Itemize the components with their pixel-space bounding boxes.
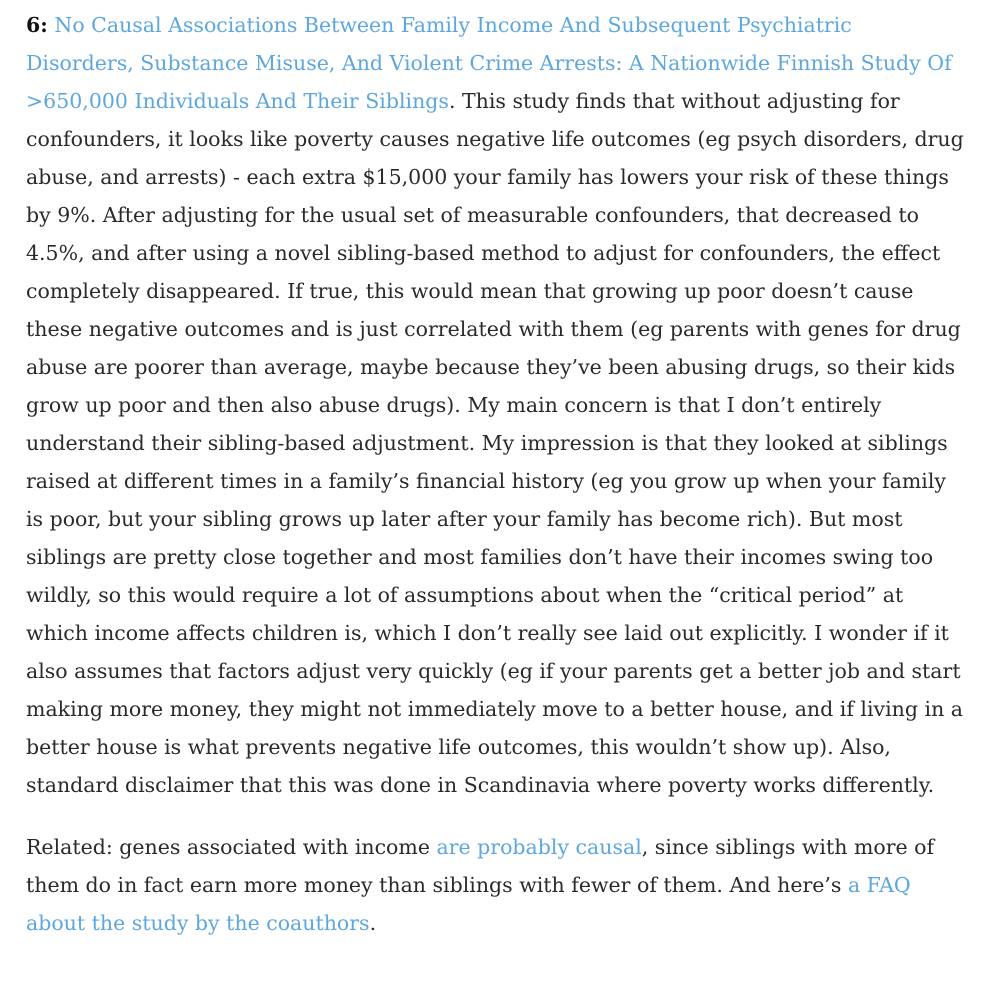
probably-causal-link[interactable]: are probably causal bbox=[436, 835, 642, 859]
item-paragraph bbox=[26, 6, 966, 804]
faq-link[interactable]: a FAQ about the study by the coauthors bbox=[26, 873, 911, 935]
related-text-1: Related: genes associated with income bbox=[26, 835, 437, 859]
item-body-text: . This study finds that without adjusting for confounders, it looks like poverty causes negative life outcomes (eg psych disorders, drug abuse, and arrests) - each extra $15,000 your family has lowers your risk of these things by 9%. After adjusting for the usual set of measurable confounders, that decreased to 4.5%, and after using a novel sibling-based method to adjust for confounders, the effect completely disappeared. If true, this would mean that growing up poor doesn’t cause these negative outcomes and is just correlated with them (eg parents with genes for drug abuse are poorer than average, maybe because they’ve been abusing drugs, so their kids grow up poor and then also abuse drugs). My main concern is that I don’t entirely understand their sibling-based adjustment. My impression is that they looked at siblings raised at different times in a family’s financial history (eg you grow up when your family is poor, but your sibling grows up later after your family has become rich). But most siblings are pretty close together and most families don’t have their incomes swing too wildly, so this would require a lot of assumptions about when the “critical period” at which income affects children is, which I don’t really see laid out explicitly. I wonder if it also assumes that factors adjust very quickly (eg if your parents get a better job and start making more money, they might not immediately move to a better house, and if living in a better house is what prevents negative life outcomes, this wouldn’t show up). Also, standard disclaimer that this was done in Scandinavia where poverty works differently. bbox=[26, 89, 964, 797]
item-number: 6: bbox=[26, 13, 48, 37]
related-text-3: . bbox=[369, 911, 377, 935]
article-body bbox=[26, 6, 966, 942]
related-paragraph bbox=[26, 828, 966, 942]
study-title-link[interactable]: No Causal Associations Between Family Income And Subsequent Psychiatric Disorders, Substance Misuse, And Violent Crime Arrests: A Nationwide Finnish Study Of >650,000 Individuals And Their Siblings bbox=[26, 13, 952, 113]
related-text-2: , since siblings with more of them do in fact earn more money than siblings with fewer of them. And here’s bbox=[26, 835, 935, 897]
